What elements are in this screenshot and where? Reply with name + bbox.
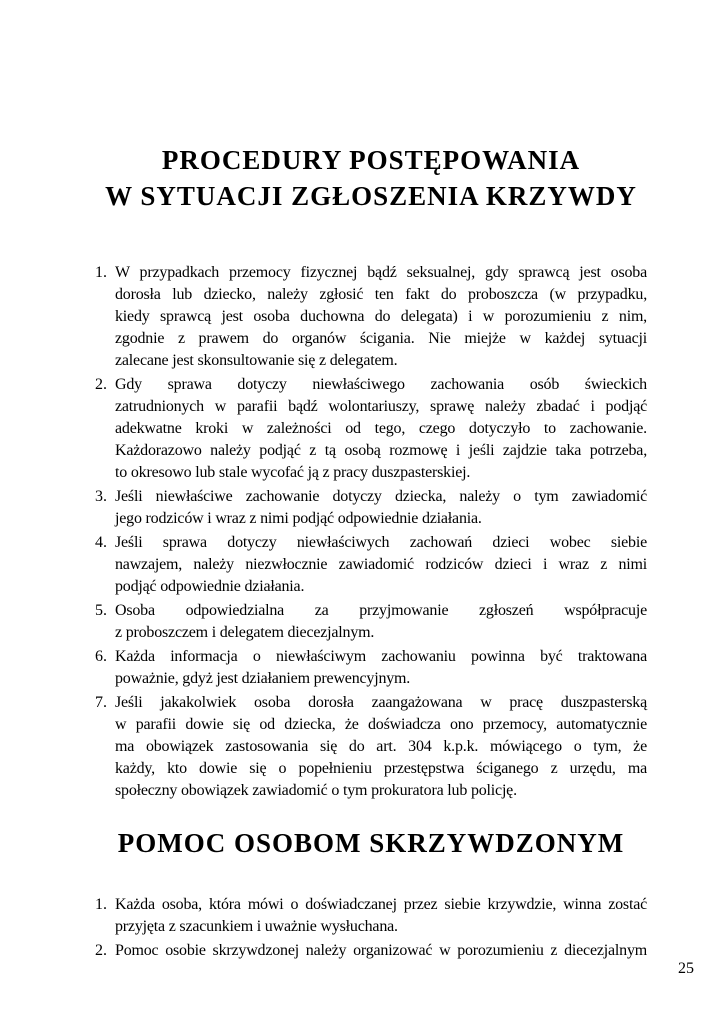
text-line: Każda osoba, która mówi o doświadczanej przez siebie krzywdzie, winna zostać xyxy=(115,896,647,913)
list-item-number: 3. xyxy=(95,488,107,505)
list-item-number: 1. xyxy=(95,896,107,913)
text-line: przyjęta z szacunkiem i uważnie wysłuchana. xyxy=(115,918,398,935)
text-line: Jeśli jakakolwiek osoba dorosła zaangażowana w pracę duszpasterską xyxy=(115,694,647,711)
list-item xyxy=(95,646,647,690)
list-item xyxy=(95,894,647,938)
list-item xyxy=(95,374,647,484)
list-item-text xyxy=(115,940,647,962)
list-item-text xyxy=(115,646,647,690)
list-item-number: 5. xyxy=(95,602,107,619)
text-line: to okresowo lub stale wycofać ją z pracy duszpasterskiej. xyxy=(115,464,471,481)
text-line: jego rodziców i wraz z nimi podjąć odpowiednie działania. xyxy=(115,510,482,527)
text-line: zalecane jest skonsultowanie się z delegatem. xyxy=(115,352,398,369)
text-line: W przypadkach przemocy fizycznej bądź seksualnej, gdy sprawcą jest osoba xyxy=(115,264,647,281)
text-line: Każdorazowo należy podjąć z tą osobą rozmowę i jeśli zajdzie taka potrzeba, xyxy=(115,442,647,459)
text-line: Osoba odpowiedzialna za przyjmowanie zgłoszeń współpracuje xyxy=(115,602,647,619)
main-title-line-1: PROCEDURY POSTĘPOWANIA xyxy=(161,145,581,175)
list-item-text xyxy=(115,894,647,938)
list-item-text xyxy=(115,600,647,644)
list-item xyxy=(95,262,647,372)
list-item xyxy=(95,600,647,644)
main-title-line-2: W SYTUACJI ZGŁOSZENIA KRZYWDY xyxy=(105,181,637,211)
list-item-number: 4. xyxy=(95,534,107,551)
section-title-help: POMOC OSOBOM SKRZYWDZONYM xyxy=(117,828,625,858)
text-line: nawzajem, należy niezwłocznie zawiadomić rodziców dzieci i wraz z nimi xyxy=(115,556,647,573)
list-item-text xyxy=(115,692,647,802)
list-item-number: 7. xyxy=(95,694,107,711)
list-item xyxy=(95,940,647,962)
list-item-number: 1. xyxy=(95,264,107,281)
text-line: zatrudnionych w parafii bądź wolontariuszy, sprawę należy zbadać i podjąć xyxy=(115,398,647,415)
text-line: Pomoc osobie skrzywdzonej należy organizować w porozumieniu z diecezjalnym xyxy=(115,942,647,959)
text-line: adekwatne kroki w zależności od tego, czego dotyczyło to zachowanie. xyxy=(115,420,647,437)
text-line: podjąć odpowiednie działania. xyxy=(115,578,305,595)
text-line: Jeśli sprawa dotyczy niewłaściwych zachowań dzieci wobec siebie xyxy=(115,534,647,551)
text-line: dorosła lub dziecko, należy zgłosić ten fakt do proboszcza (w przypadku, xyxy=(115,286,647,303)
list-item-text xyxy=(115,486,647,530)
list-item xyxy=(95,692,647,802)
text-line: każdy, kto dowie się o popełnieniu przestępstwa ściganego z urzędu, ma xyxy=(115,760,647,777)
list-item-number: 6. xyxy=(95,648,107,665)
text-line: społeczny obowiązek zawiadomić o tym prokuratora lub policję. xyxy=(115,782,517,799)
help-numbered-list xyxy=(95,894,647,962)
list-item xyxy=(95,486,647,530)
page-content xyxy=(95,0,647,964)
text-line: ma obowiązek zastosowania się do art. 304 k.p.k. mówiącego o tym, że xyxy=(115,738,647,755)
page-number: 25 xyxy=(678,960,694,977)
text-line: poważnie, gdyż jest działaniem prewencyjnym. xyxy=(115,670,411,687)
list-item-number: 2. xyxy=(95,942,107,959)
main-title xyxy=(95,142,647,214)
list-item-text xyxy=(115,262,647,372)
text-line: z proboszczem i delegatem diecezjalnym. xyxy=(115,624,375,641)
text-line: Każda informacja o niewłaściwym zachowaniu powinna być traktowana xyxy=(115,648,647,665)
text-line: zgodnie z prawem do organów ścigania. Nie miejże w każdej sytuacji xyxy=(115,330,647,347)
procedures-numbered-list xyxy=(95,262,647,802)
list-item-number: 2. xyxy=(95,376,107,393)
text-line: w parafii dowie się od dziecka, że doświadcza ono przemocy, automatycznie xyxy=(115,716,647,733)
text-line: kiedy sprawcą jest osoba duchowna do delegata) i w porozumieniu z nim, xyxy=(115,308,647,325)
text-line: Jeśli niewłaściwe zachowanie dotyczy dziecka, należy o tym zawiadomić xyxy=(115,488,647,505)
text-line: Gdy sprawa dotyczy niewłaściwego zachowania osób świeckich xyxy=(115,376,647,393)
list-item-text xyxy=(115,374,647,484)
list-item-text xyxy=(115,532,647,598)
list-item xyxy=(95,532,647,598)
